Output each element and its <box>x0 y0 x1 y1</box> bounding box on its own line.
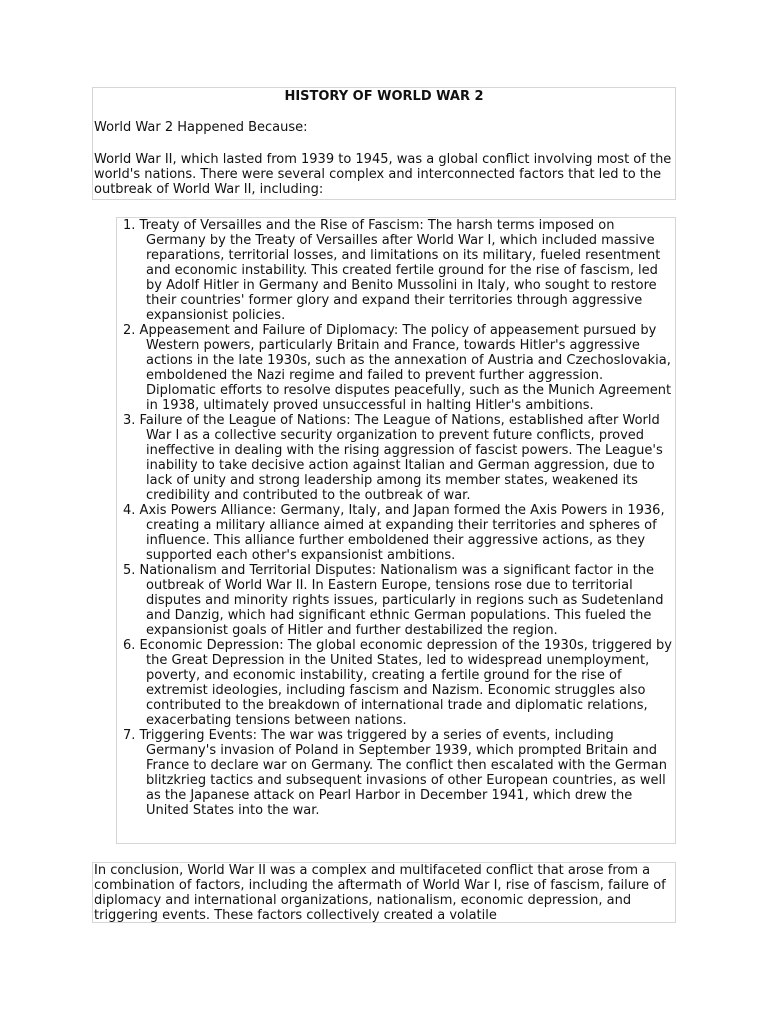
document-subtitle: World War 2 Happened Because: <box>94 120 308 135</box>
list-item-text: Appeasement and Failure of Diplomacy: The policy of appeasement pursued by Western powers, particularly Britain and France, towards Hitler's aggressive actions in the late 1930s, such as the annexation of Austria and Czechoslovakia, emboldened the Nazi regime and failed to prevent further aggression. Diplomatic efforts to resolve disputes peacefully, such as the Munich Agreement in 1938, ultimately proved unsuccessful in halting Hitler's ambitions. <box>139 323 672 413</box>
list-item <box>123 638 674 728</box>
list-item <box>123 728 674 818</box>
list-item-text: Axis Powers Alliance: Germany, Italy, and Japan formed the Axis Powers in 1936, creating a military alliance aimed at expanding their territories and spheres of influence. This alliance further emboldened their aggressive actions, as they supported each other's expansionist ambitions. <box>139 503 665 563</box>
list-item-text: Economic Depression: The global economic depression of the 1930s, triggered by the Great Depression in the United States, led to widespread unemployment, poverty, and economic instability, creating a fertile ground for the rise of extremist ideologies, including fascism and Nazism. Economic struggles also contributed to the breakdown of international trade and diplomatic relations, exacerbating tensions between nations. <box>139 638 672 728</box>
intro-section <box>92 87 676 200</box>
factors-list <box>123 218 674 818</box>
list-item <box>123 323 674 413</box>
document-title: HISTORY OF WORLD WAR 2 <box>284 89 484 104</box>
list-item-text: Triggering Events: The war was triggered by a series of events, including Germany's invasion of Poland in September 1939, which prompted Britain and France to declare war on Germany. The conflict then escalated with the German blitzkrieg tactics and subsequent invasions of other European countries, as well as the Japanese attack on Pearl Harbor in December 1941, which drew the United States into the war. <box>139 728 667 818</box>
spacer <box>94 104 674 120</box>
list-item <box>123 563 674 638</box>
list-item-text: Failure of the League of Nations: The League of Nations, established after World War I as a collective security organization to prevent future conflicts, proved ineffective in dealing with the rising aggression of fascist powers. The League's inability to take decisive action against Italian and German aggression, due to lack of unity and strong leadership among its member states, weakened its credibility and contributed to the outbreak of war. <box>139 413 663 503</box>
list-item <box>123 218 674 323</box>
list-item-text: Nationalism and Territorial Disputes: Nationalism was a significant factor in the outbreak of World War II. In Eastern Europe, tensions rose due to territorial disputes and minority rights issues, particularly in regions such as Sudetenland and Danzig, which had significant ethnic German populations. This fueled the expansionist goals of Hitler and further destabilized the region. <box>139 563 664 638</box>
list-item-text: Treaty of Versailles and the Rise of Fascism: The harsh terms imposed on Germany by the Treaty of Versailles after World War I, which included massive reparations, territorial losses, and limitations on its military, fueled resentment and economic instability. This created fertile ground for the rise of fascism, led by Adolf Hitler in Germany and Benito Mussolini in Italy, who sought to restore their countries' former glory and expand their territories through aggressive expansionist policies. <box>139 218 661 323</box>
list-item-number: 2. <box>123 323 136 338</box>
list-item <box>123 413 674 503</box>
factors-section <box>116 217 676 844</box>
list-item <box>123 503 674 563</box>
list-item-number: 1. <box>123 218 136 233</box>
spacer <box>94 135 674 152</box>
conclusion-paragraph: In conclusion, World War II was a complex and multifaceted conflict that arose from a combination of factors, including the aftermath of World War I, rise of fascism, failure of diplomacy and international organizations, nationalism, economic depression, and triggering events. These factors collectively created a volatile <box>94 863 666 923</box>
list-item-number: 7. <box>123 728 136 743</box>
list-item-number: 4. <box>123 503 136 518</box>
conclusion-section <box>92 862 676 923</box>
intro-paragraph: World War II, which lasted from 1939 to 1945, was a global conflict involving most of the world's nations. There were several complex and interconnected factors that led to the outbreak of World War II, including: <box>94 152 672 197</box>
list-item-number: 5. <box>123 563 136 578</box>
list-item-number: 3. <box>123 413 136 428</box>
list-item-number: 6. <box>123 638 136 653</box>
